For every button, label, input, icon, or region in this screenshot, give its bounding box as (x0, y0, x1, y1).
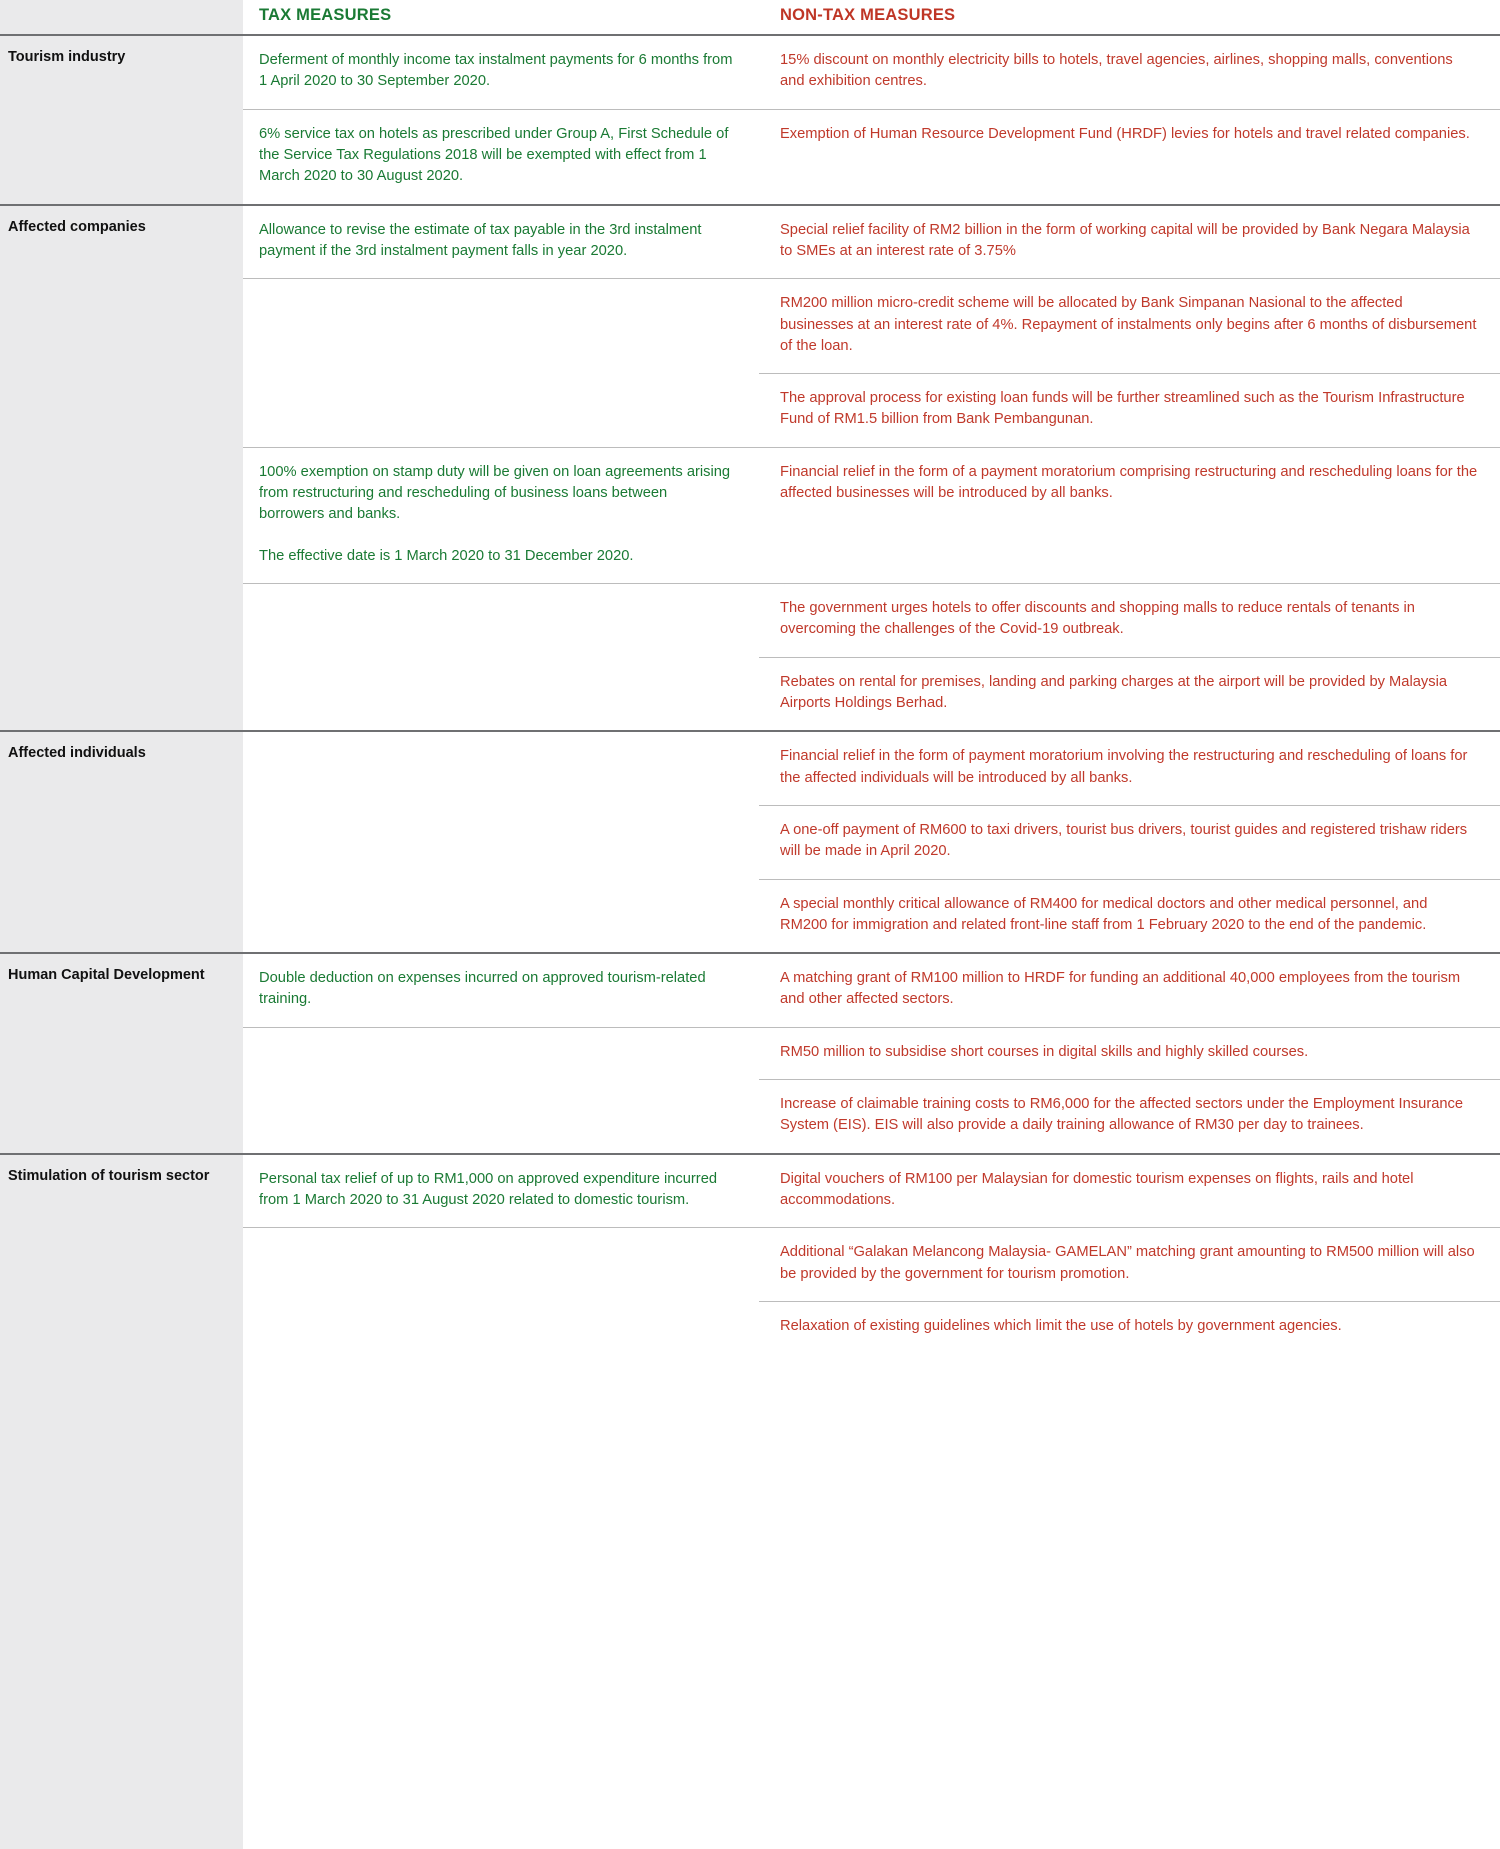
non-tax-measure-cell (759, 1228, 1500, 1301)
non-tax-measure-text: The approval process for existing loan funds will be further streamlined such as the Tourism Infrastructure Fund of RM1.5 billion from Bank Pembangunan. (780, 390, 1465, 428)
table-row (243, 1155, 1500, 1228)
tax-measure-text-secondary: The effective date is 1 March 2020 to 31 December 2020. (259, 547, 634, 564)
table-row (243, 732, 1500, 805)
tax-measure-cell (243, 279, 759, 373)
table-row (243, 36, 1500, 109)
tax-measure-cell (243, 732, 759, 805)
table-row (243, 374, 1500, 447)
non-tax-measure-cell (759, 658, 1500, 731)
tax-measure-text: Allowance to revise the estimate of tax payable in the 3rd instalment payment if the 3rd instalment payment falls in year 2020. (259, 221, 702, 259)
measure-section (0, 952, 1500, 1153)
tax-measure-cell (243, 1028, 759, 1079)
non-tax-measure-cell (759, 732, 1500, 805)
section-body (0, 1155, 1500, 1354)
non-tax-measure-cell (759, 584, 1500, 657)
tax-measure-cell (243, 880, 759, 953)
tax-measure-text: Double deduction on expenses incurred on approved tourism-related training. (259, 970, 706, 1008)
tax-measure-cell (243, 1302, 759, 1353)
non-tax-measure-cell (759, 806, 1500, 879)
table-row (243, 206, 1500, 279)
non-tax-measure-text: Financial relief in the form of payment moratorium involving the restructuring and rescheduling of loans for the affected individuals will be introduced by all banks. (780, 748, 1468, 786)
column-header-non-tax-measures: NON-TAX MEASURES (780, 6, 956, 24)
table-row (243, 584, 1500, 657)
non-tax-measure-text: Rebates on rental for premises, landing and parking charges at the airport will be provided by Malaysia Airports Holdings Berhad. (780, 673, 1448, 711)
section-body (0, 732, 1500, 952)
tax-measure-cell (243, 954, 759, 1027)
non-tax-measure-cell (759, 1155, 1500, 1228)
tax-measure-cell (243, 1155, 759, 1228)
tax-measure-text: 6% service tax on hotels as prescribed under Group A, First Schedule of the Service Tax Regulations 2018 will be exempted with effect from 1 March 2020 to 30 August 2020. (259, 125, 729, 185)
section-label: Affected individuals (8, 745, 146, 762)
table-row (243, 1028, 1500, 1079)
non-tax-measure-text: RM50 million to subsidise short courses in digital skills and highly skilled courses. (780, 1043, 1309, 1060)
table-row (243, 658, 1500, 731)
table-row (243, 448, 1500, 583)
tax-measure-cell (243, 1080, 759, 1153)
section-body (0, 206, 1500, 731)
table-row (243, 1080, 1500, 1153)
non-tax-measure-text: Digital vouchers of RM100 per Malaysian for domestic tourism expenses on flights, rails and hotel accommodations. (780, 1170, 1414, 1208)
tax-measure-cell (243, 36, 759, 109)
non-tax-measure-cell (759, 206, 1500, 279)
section-rows (243, 954, 1500, 1153)
measure-section (0, 204, 1500, 731)
table-row (243, 1302, 1500, 1353)
section-body (0, 36, 1500, 204)
section-label: Stimulation of tourism sector (8, 1167, 210, 1184)
table-row (243, 880, 1500, 953)
non-tax-measure-text: Relaxation of existing guidelines which limit the use of hotels by government agencies. (780, 1317, 1342, 1334)
tax-measure-text: Personal tax relief of up to RM1,000 on approved expenditure incurred from 1 March 2020 to 31 August 2020 related to domestic tourism. (259, 1170, 718, 1208)
non-tax-measure-cell (759, 110, 1500, 204)
non-tax-measure-text: Additional “Galakan Melancong Malaysia- GAMELAN” matching grant amounting to RM500 million will also be provided by the government for tourism promotion. (780, 1244, 1475, 1282)
section-label: Human Capital Development (8, 967, 205, 984)
measure-section (0, 1153, 1500, 1354)
measure-section (0, 730, 1500, 952)
non-tax-measure-text: A special monthly critical allowance of RM400 for medical doctors and other medical personnel, and RM200 for immigration and related front-line staff from 1 February 2020 to the end of the pandemic. (780, 895, 1428, 933)
tax-measure-cell (243, 1228, 759, 1301)
section-label: Affected companies (8, 218, 146, 235)
table-row (243, 1228, 1500, 1301)
tax-measure-cell (243, 374, 759, 447)
non-tax-measure-text: A one-off payment of RM600 to taxi drivers, tourist bus drivers, tourist guides and registered trishaw riders will be made in April 2020. (780, 821, 1468, 860)
non-tax-measure-text: A matching grant of RM100 million to HRDF for funding an additional 40,000 employees from the tourism and other affected sectors. (780, 970, 1461, 1008)
table-header-row (0, 0, 1500, 34)
tax-measure-cell (243, 448, 759, 583)
non-tax-measure-cell (759, 36, 1500, 109)
non-tax-measure-cell (759, 1080, 1500, 1153)
tax-measure-cell (243, 206, 759, 279)
non-tax-measure-text: Financial relief in the form of a payment moratorium comprising restructuring and rescheduling loans for the affected businesses will be introduced by all banks. (780, 463, 1478, 502)
tax-measure-cell (243, 806, 759, 879)
sections-container (0, 34, 1500, 1353)
table-row (243, 110, 1500, 204)
table-row (243, 806, 1500, 879)
non-tax-measure-text: Special relief facility of RM2 billion in the form of working capital will be provided by Bank Negara Malaysia to SMEs at an interest rate of 3.75% (780, 221, 1470, 259)
tax-measure-text: Deferment of monthly income tax instalment payments for 6 months from 1 April 2020 to 30 September 2020. (259, 52, 733, 90)
section-rows (243, 732, 1500, 952)
non-tax-measure-text: Exemption of Human Resource Development Fund (HRDF) levies for hotels and travel related companies. (780, 125, 1470, 142)
tax-measure-cell (243, 658, 759, 731)
non-tax-measure-text: Increase of claimable training costs to RM6,000 for the affected sectors under the Employment Insurance System (EIS). EIS will also provide a daily training allowance of RM30 per day to trainees. (780, 1096, 1464, 1134)
non-tax-measure-text: RM200 million micro-credit scheme will be allocated by Bank Simpanan Nasional to the affected businesses at an interest rate of 4%. Repayment of instalments only begins after 6 months of disbursement of the loan. (780, 295, 1477, 354)
non-tax-measure-cell (759, 374, 1500, 447)
section-rows (243, 1155, 1500, 1354)
section-body (0, 954, 1500, 1153)
table-row (243, 279, 1500, 373)
non-tax-measure-text: 15% discount on monthly electricity bills to hotels, travel agencies, airlines, shopping malls, conventions and exhibition centres. (780, 52, 1453, 90)
non-tax-measure-cell (759, 954, 1500, 1027)
section-rows (243, 206, 1500, 731)
section-label: Tourism industry (8, 49, 126, 65)
section-rows (243, 36, 1500, 204)
non-tax-measure-cell (759, 1302, 1500, 1353)
tax-measure-text: 100% exemption on stamp duty will be given on loan agreements arising from restructuring and rescheduling of business loans between borrowers and banks. (259, 463, 731, 523)
tax-measure-cell (243, 110, 759, 204)
non-tax-measure-text: The government urges hotels to offer discounts and shopping malls to reduce rentals of tenants in overcoming the challenges of the Covid-19 outbreak. (780, 600, 1415, 638)
measure-section (0, 34, 1500, 204)
table-row (243, 954, 1500, 1027)
non-tax-measure-cell (759, 1028, 1500, 1079)
non-tax-measure-cell (759, 448, 1500, 583)
tax-measure-cell (243, 584, 759, 657)
non-tax-measure-cell (759, 880, 1500, 953)
column-header-tax-measures: TAX MEASURES (259, 6, 392, 24)
non-tax-measure-cell (759, 279, 1500, 373)
